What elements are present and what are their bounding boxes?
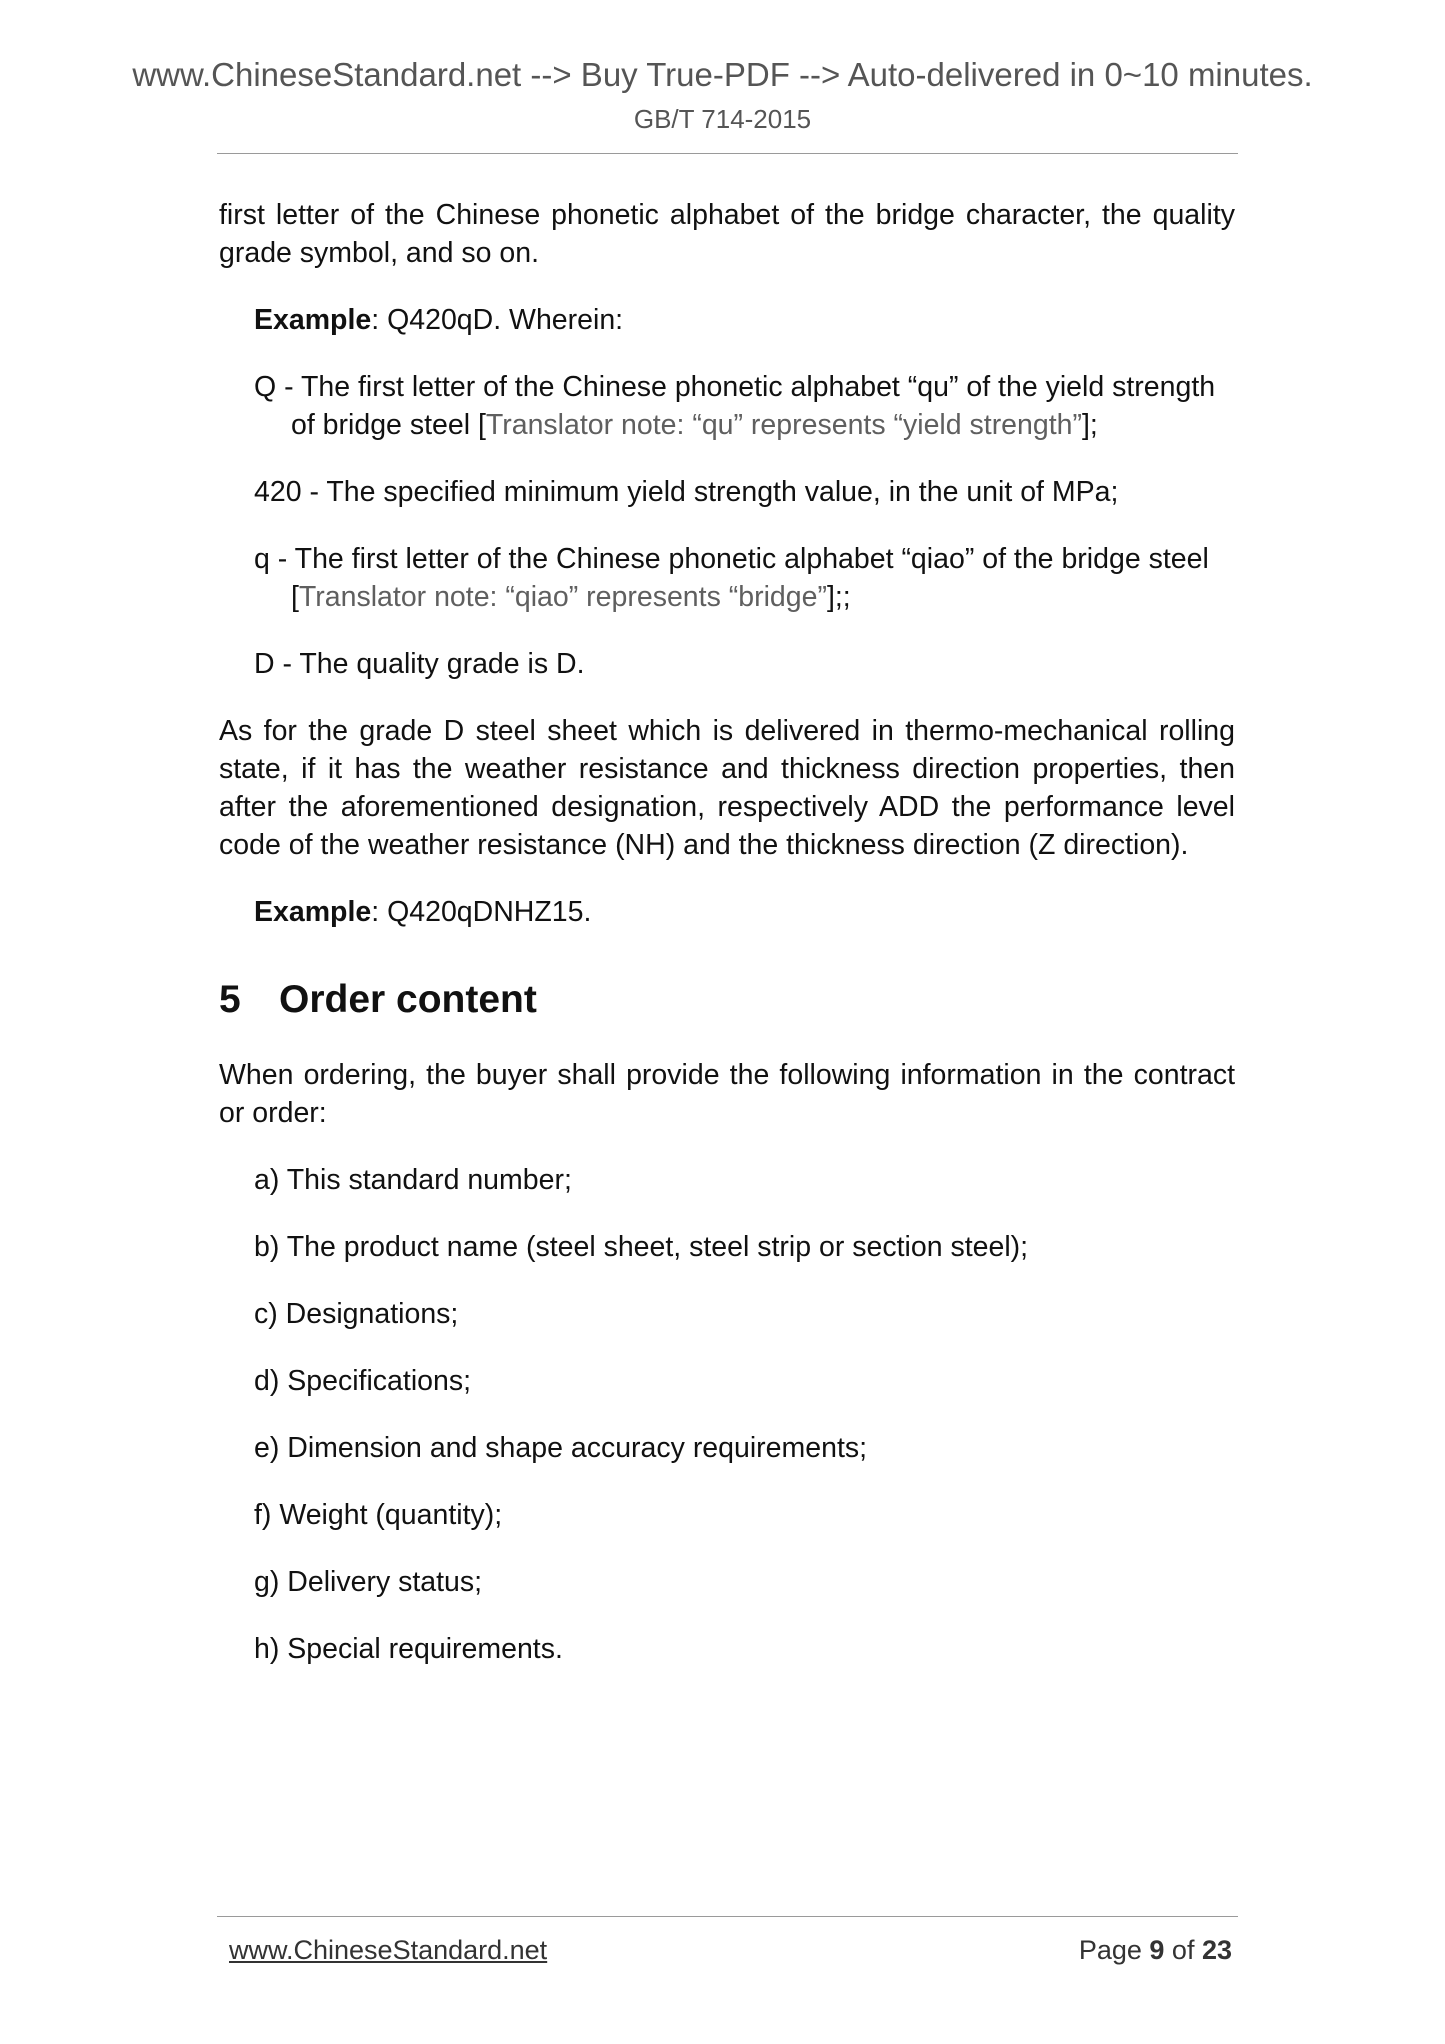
translator-note: Translator note: “qiao” represents “bridge”	[298, 581, 827, 613]
header-banner: www.ChineseStandard.net --> Buy True-PDF --> Auto-delivered in 0~10 minutes.	[132, 56, 1313, 93]
translator-note: Translator note: “qu” represents “yield strength”	[485, 409, 1082, 441]
section-number: 5	[219, 978, 241, 1021]
example-text: : Q420qD. Wherein:	[371, 304, 624, 336]
designation-item-d: D - The quality grade is D.	[254, 648, 585, 680]
designation-item-q: Q - The first letter of the Chinese phonetic alphabet “qu” of the yield strength of bridge steel [Translator note: “qu” represents “yield strength”];	[254, 371, 1216, 441]
grade-d-paragraph: As for the grade D steel sheet which is delivered in thermo-mechanical rolling state, if it has the weather resistance and thickness direction properties, then after the aforementioned designation, respectively ADD the performance level code of the weather resistance (NH) and the thickness direction (Z direction).	[219, 715, 1235, 861]
order-item: f) Weight (quantity);	[254, 1499, 503, 1531]
header-standard-id: GB/T 714-2015	[633, 104, 812, 134]
page-number: Page 9 of 23	[1078, 1935, 1232, 1965]
order-item: b) The product name (steel sheet, steel strip or section steel);	[254, 1231, 1029, 1263]
example-label: Example	[254, 304, 372, 336]
example-label: Example	[254, 896, 372, 928]
example-designation-2	[219, 893, 1235, 931]
order-item: d) Specifications;	[254, 1365, 472, 1397]
order-item: a) This standard number;	[254, 1164, 572, 1196]
example-text: : Q420qDNHZ15.	[371, 896, 592, 928]
order-item: e) Dimension and shape accuracy requirements;	[254, 1432, 868, 1464]
page-content	[219, 196, 1235, 1668]
order-item: c) Designations;	[254, 1298, 459, 1330]
footer-link[interactable]: www.ChineseStandard.net	[229, 1935, 548, 1965]
current-page: 9	[1149, 1935, 1165, 1965]
designation-item-420: 420 - The specified minimum yield strength value, in the unit of MPa;	[254, 476, 1119, 508]
header-divider	[217, 153, 1238, 154]
designation-item-q-lower: q - The first letter of the Chinese phonetic alphabet “qiao” of the bridge steel [Translator note: “qiao” represents “bridge”];;	[254, 543, 1209, 613]
order-intro: When ordering, the buyer shall provide the following information in the contract or order:	[219, 1059, 1235, 1129]
intro-paragraph: first letter of the Chinese phonetic alphabet of the bridge character, the quality grade symbol, and so on.	[219, 199, 1235, 269]
order-item: h) Special requirements.	[254, 1633, 563, 1665]
total-pages: 23	[1201, 1935, 1232, 1965]
section-heading	[219, 977, 1235, 1023]
section-title: Order content	[279, 978, 537, 1021]
example-designation	[219, 301, 1235, 339]
footer-divider	[217, 1916, 1238, 1917]
order-item: g) Delivery status;	[254, 1566, 483, 1598]
